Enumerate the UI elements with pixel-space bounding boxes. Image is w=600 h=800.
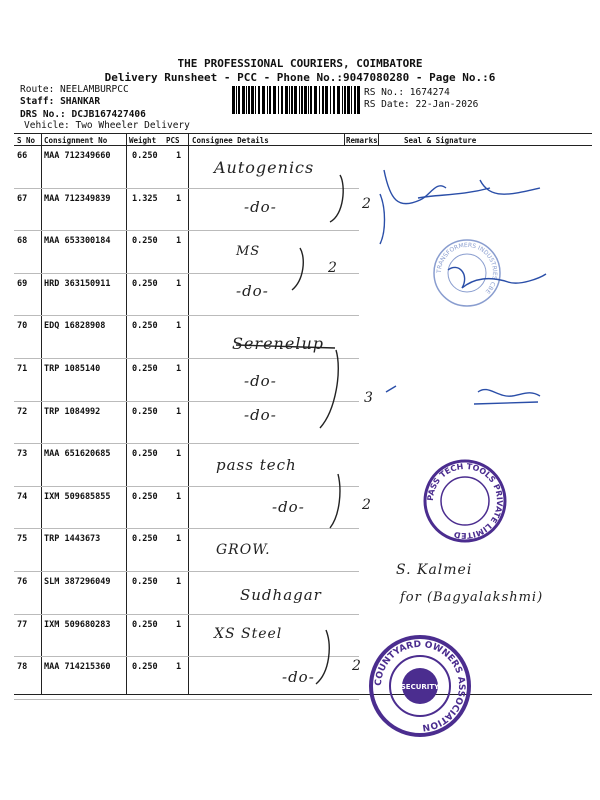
cell-weight: 0.250 (132, 491, 158, 502)
cell-weight: 0.250 (132, 406, 158, 417)
cell-pcs: 1 (176, 236, 182, 247)
cell-pcs: 1 (176, 278, 182, 289)
barcode-bar (347, 86, 350, 114)
col-sno: S No (17, 136, 36, 145)
cell-pcs: 1 (176, 662, 182, 673)
barcode-bar (262, 86, 265, 114)
runsheet-table (14, 133, 592, 695)
cell-sno: 73 (17, 449, 28, 460)
barcode-bar (308, 86, 309, 114)
handwriting-note: for (Bagyalakshmi) (400, 590, 544, 605)
cell-pcs: 1 (176, 491, 182, 502)
cell-sno: 71 (17, 364, 28, 374)
cell-sno: 68 (17, 236, 28, 247)
barcode-bar (246, 86, 247, 114)
cell-weight: 0.250 (132, 577, 158, 587)
barcode-bar (314, 86, 317, 114)
barcode-bar (289, 86, 290, 114)
handwriting-note: MS (236, 244, 261, 259)
barcode-bar (301, 86, 303, 114)
cell-sno: 75 (17, 534, 28, 545)
handwriting-note: pass tech (216, 456, 297, 474)
cell-consignment: MAA 651620685 (44, 449, 111, 460)
company-title: THE PROFESSIONAL COURIERS, COIMBATORE (177, 57, 423, 70)
staff-value: SHANKAR (60, 96, 101, 107)
rs-date: RS Date: 22-Jan-2026 (364, 99, 479, 110)
barcode-bar (337, 86, 340, 114)
barcode-bar (330, 86, 331, 114)
barcode-bar (242, 86, 245, 114)
barcode-bar (354, 86, 356, 114)
cell-pcs: 1 (176, 193, 182, 204)
cell-sno: 69 (17, 278, 28, 289)
cell-pcs: 1 (176, 406, 182, 417)
cell-consignment: MAA 712349660 (44, 151, 111, 161)
cell-pcs: 1 (176, 619, 182, 630)
barcode-bar (299, 86, 300, 114)
cell-consignment: MAA 653300184 (44, 236, 111, 247)
cell-consignment: EDQ 16828908 (44, 321, 106, 332)
cell-weight: 0.250 (132, 151, 158, 161)
handwriting-note: -do- (272, 498, 305, 516)
cell-consignment: SLM 387296049 (44, 577, 111, 587)
drs-label: DRS No.: (20, 109, 66, 120)
cell-pcs: 1 (176, 151, 182, 161)
barcode-bar (238, 86, 240, 114)
barcode-bar (291, 86, 293, 114)
barcode-bar (294, 86, 297, 114)
handwriting-note: XS Steel (214, 626, 283, 642)
company-stamp (422, 458, 508, 544)
barcode-bar (319, 86, 320, 114)
runsheet-subtitle: Delivery Runsheet - PCC - Phone No.:9047080280 - Page No.:6 (104, 71, 496, 84)
drs-value: DCJB167427406 (71, 109, 146, 120)
barcode-bar (310, 86, 312, 114)
barcode-bar (285, 86, 288, 114)
cell-weight: 0.250 (132, 321, 158, 332)
cell-pcs: 1 (176, 321, 182, 332)
cell-weight: 0.250 (132, 619, 158, 630)
handwriting-note: -do- (244, 198, 277, 216)
stamp-text: COUNTYARD OWNERS ASSOCIATION (373, 639, 467, 733)
barcode-bar (278, 86, 279, 114)
col-pcs: PCS (166, 136, 180, 145)
barcode-bar (351, 86, 352, 114)
cell-consignment: TRP 1085140 (44, 364, 101, 374)
handwriting-note: Serenelup (232, 334, 324, 353)
cell-consignment: IXM 509685855 (44, 491, 111, 502)
cell-sno: 76 (17, 577, 28, 587)
barcode-bar (333, 86, 335, 114)
handwriting-note: Sudhagar (240, 586, 322, 604)
col-consignee: Consignee Details (192, 136, 269, 145)
handwriting-note: -do- (244, 372, 277, 390)
cell-pcs: 1 (176, 364, 182, 374)
stamp-text: TRANSFORMERS INDUSTRIES CBE (435, 241, 499, 295)
handwriting-note: -do- (244, 406, 277, 424)
association-stamp (368, 634, 472, 738)
cell-weight: 0.250 (132, 662, 158, 673)
handwriting-note: GROW. (216, 542, 271, 558)
handwriting-note: 3 (364, 390, 374, 406)
barcode-bar (322, 86, 324, 114)
barcode-bar (236, 86, 237, 114)
table-row (14, 273, 359, 317)
cell-sno: 77 (17, 619, 28, 630)
barcode-bar (258, 86, 260, 114)
barcode-bar (281, 86, 283, 114)
cell-weight: 0.250 (132, 364, 158, 374)
cell-consignment: MAA 712349839 (44, 193, 111, 204)
handwriting-note: 2 (362, 497, 372, 513)
barcode-bar (255, 86, 256, 114)
cell-sno: 78 (17, 662, 28, 673)
barcode-bar (251, 86, 254, 114)
divider (378, 134, 379, 145)
barcode-bar (304, 86, 307, 114)
barcode-bar (344, 86, 346, 114)
barcode-bar (342, 86, 343, 114)
cell-weight: 0.250 (132, 236, 158, 247)
table-row (14, 528, 359, 572)
drs-info (20, 109, 146, 120)
table-row (14, 401, 359, 445)
barcode-bar (248, 86, 250, 114)
cell-sno: 72 (17, 406, 28, 417)
barcode-bar (273, 86, 276, 114)
handwriting-note: 2 (328, 260, 338, 276)
handwriting-note: S. Kalmei (396, 562, 473, 578)
barcode (232, 86, 360, 114)
table-row (14, 443, 359, 487)
barcode-bar (267, 86, 268, 114)
faint-stamp (432, 238, 502, 308)
col-seal: Seal & Signature (404, 136, 477, 145)
col-remarks: Remarks (346, 136, 378, 145)
cell-consignment: TRP 1443673 (44, 534, 101, 545)
table-row (14, 188, 359, 232)
col-weight: Weight (129, 136, 157, 145)
barcode-bar (269, 86, 271, 114)
cell-weight: 0.250 (132, 534, 158, 545)
table-row (14, 230, 359, 274)
cell-sno: 66 (17, 151, 28, 161)
cell-consignment: HRD 363150911 (44, 278, 111, 289)
handwriting-note: 2 (352, 658, 362, 674)
col-consignment: Consignment No (44, 136, 108, 145)
barcode-bar (357, 86, 360, 114)
svg-text:TRANSFORMERS INDUSTRIES CBE (436, 242, 498, 295)
rs-number: RS No.: 1674274 (364, 87, 450, 98)
handwriting-note: Autogenics (214, 158, 315, 177)
cell-consignment: MAA 714215360 (44, 662, 111, 673)
cell-pcs: 1 (176, 577, 182, 587)
staff-info (20, 96, 100, 107)
rs-block (364, 87, 478, 111)
cell-consignment: IXM 509680283 (44, 619, 111, 630)
route-label: Route: NEELAMBURPCC (20, 84, 129, 95)
cell-sno: 67 (17, 193, 28, 204)
table-row (14, 486, 359, 530)
handwriting-note: -do- (236, 282, 269, 300)
barcode-bar (325, 86, 328, 114)
cell-sno: 74 (17, 491, 28, 502)
cell-pcs: 1 (176, 534, 182, 545)
cell-weight: 0.250 (132, 449, 158, 460)
divider (344, 134, 345, 145)
cell-pcs: 1 (176, 449, 182, 460)
cell-consignment: TRP 1084992 (44, 406, 101, 417)
table-row (14, 358, 359, 402)
handwriting-note: -do- (282, 668, 315, 686)
stamp-center-text: SECURITY (400, 683, 440, 691)
vehicle-info: Vehicle: Two Wheeler Delivery (24, 120, 190, 131)
cell-weight: 0.250 (132, 278, 158, 289)
table-row (14, 614, 359, 658)
barcode-bar (232, 86, 235, 114)
staff-label: Staff: (20, 96, 55, 107)
cell-sno: 70 (17, 321, 28, 332)
cell-weight: 1.325 (132, 193, 158, 204)
stamp-text: PASS TECH TOOLS PRIVATE LIMITED (425, 461, 505, 541)
handwriting-note: 2 (362, 196, 372, 212)
